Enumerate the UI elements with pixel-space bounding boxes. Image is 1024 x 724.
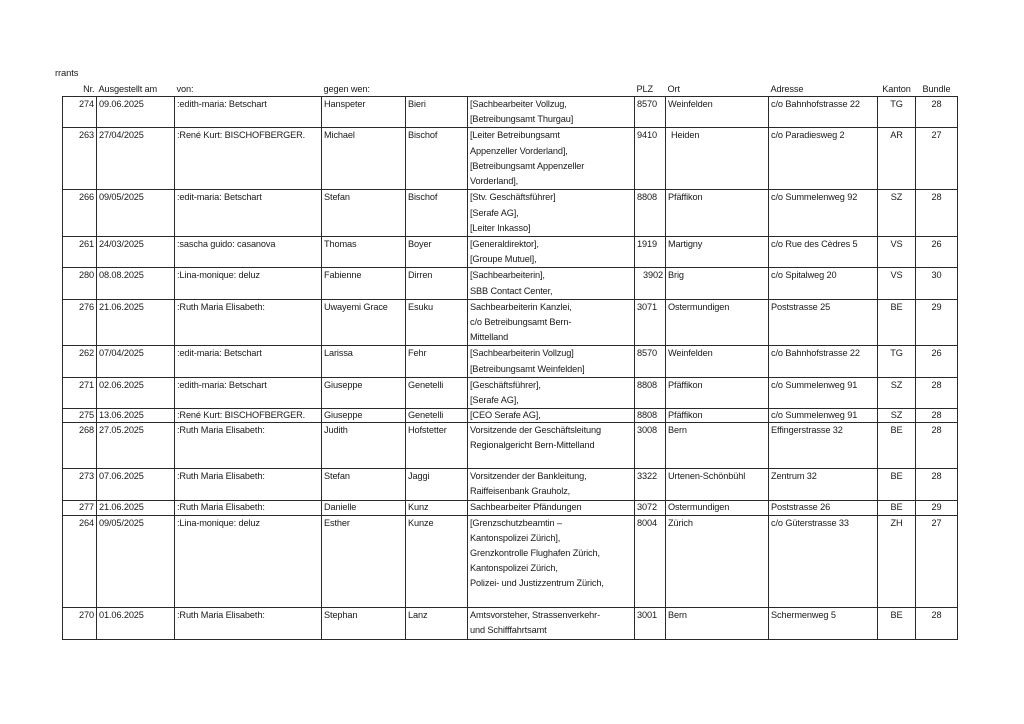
header-adresse: Adresse bbox=[770, 84, 804, 94]
cell-bundle: 28 bbox=[916, 423, 958, 469]
cell-bundle: 28 bbox=[916, 97, 958, 128]
table-row bbox=[63, 607, 958, 639]
cell-last-name: Genetelli bbox=[406, 377, 468, 408]
cell-address: c/o Bahnhofstrasse 22 bbox=[769, 97, 878, 128]
cell-function bbox=[468, 409, 635, 423]
cell-address: c/o Güterstrasse 33 bbox=[769, 515, 878, 607]
cell-function bbox=[468, 377, 635, 408]
cell-last-name: Boyer bbox=[406, 237, 468, 268]
cell-bundle: 27 bbox=[916, 128, 958, 190]
table-row bbox=[63, 377, 958, 408]
cell-plz: 8004 bbox=[635, 515, 666, 607]
cell-line: Mittelland bbox=[470, 332, 509, 343]
cell-first-name: Hanspeter bbox=[322, 97, 406, 128]
cell-von: :edit-maria: Betschart bbox=[175, 190, 322, 237]
cell-von: :René Kurt: BISCHOFBERGER. bbox=[175, 409, 322, 423]
header-date: Ausgestellt am bbox=[98, 84, 158, 94]
cell-kanton: AR bbox=[878, 128, 916, 190]
cell-bundle: 28 bbox=[916, 190, 958, 237]
cell-line: Amtsvorsteher, Strassenverkehr- bbox=[470, 609, 601, 620]
cell-kanton: BE bbox=[878, 607, 916, 639]
cell-von: :edith-maria: Betschart bbox=[175, 377, 322, 408]
cell-nr: 274 bbox=[63, 97, 97, 128]
cell-date: 08.08.2025 bbox=[97, 268, 175, 299]
cell-date: 07.06.2025 bbox=[97, 469, 175, 500]
header-gegen: gegen wen: bbox=[323, 84, 370, 94]
cell-von: :edith-maria: Betschart bbox=[175, 97, 322, 128]
cell-first-name: Michael bbox=[322, 128, 406, 190]
table-row bbox=[63, 346, 958, 377]
cell-line: Vorderland], bbox=[470, 176, 519, 187]
cell-address: Schermenweg 5 bbox=[769, 607, 878, 639]
warrants-sheet bbox=[62, 82, 957, 640]
cell-bundle: 28 bbox=[916, 469, 958, 500]
cell-function bbox=[468, 237, 635, 268]
cell-first-name: Judith bbox=[322, 423, 406, 469]
cell-function bbox=[468, 607, 635, 639]
header-von: von: bbox=[176, 84, 194, 94]
cell-line: Sachbearbeiter Pfändungen bbox=[470, 501, 582, 512]
cell-nr: 273 bbox=[63, 469, 97, 500]
table-row bbox=[63, 128, 958, 190]
cell-date: 09/05/2025 bbox=[97, 190, 175, 237]
cell-ort: Martigny bbox=[666, 237, 769, 268]
cell-ort: Bern bbox=[666, 607, 769, 639]
cell-plz: 8808 bbox=[635, 190, 666, 237]
cell-first-name: Stefan bbox=[322, 469, 406, 500]
cell-date: 21.06.2025 bbox=[97, 500, 175, 515]
table-body bbox=[63, 97, 958, 640]
cell-address: Poststrasse 26 bbox=[769, 500, 878, 515]
cell-line: Regionalgericht Bern-Mittelland bbox=[470, 440, 595, 451]
cell-last-name: Bieri bbox=[406, 97, 468, 128]
cell-last-name: Fehr bbox=[406, 346, 468, 377]
cell-line: [Groupe Mutuel], bbox=[470, 254, 537, 265]
cell-date: 02.06.2025 bbox=[97, 377, 175, 408]
warrants-table bbox=[62, 82, 958, 640]
cell-ort: Ostermundigen bbox=[666, 299, 769, 346]
cell-bundle: 26 bbox=[916, 237, 958, 268]
cell-function bbox=[468, 423, 635, 469]
cell-von: :Ruth Maria Elisabeth: bbox=[175, 469, 322, 500]
cell-date: 09.06.2025 bbox=[97, 97, 175, 128]
cell-line: [Sachbearbeiterin Vollzug] bbox=[470, 348, 574, 359]
cell-first-name: Stefan bbox=[322, 190, 406, 237]
cell-plz: 9410 bbox=[635, 128, 666, 190]
cell-function bbox=[468, 500, 635, 515]
cell-line: Kantonspolizei Zürich], bbox=[470, 532, 561, 543]
cell-nr: 266 bbox=[63, 190, 97, 237]
cell-plz: 3008 bbox=[635, 423, 666, 469]
cell-nr: 261 bbox=[63, 237, 97, 268]
cell-kanton: BE bbox=[878, 423, 916, 469]
cell-line: c/o Betreibungsamt Bern- bbox=[470, 317, 572, 328]
cell-address: c/o Summelenweg 92 bbox=[769, 190, 878, 237]
cell-line: Polizei- und Justizzentrum Zürich, bbox=[470, 578, 604, 589]
cell-von: :Ruth Maria Elisabeth: bbox=[175, 500, 322, 515]
table-row bbox=[63, 190, 958, 237]
cell-ort: Pfäffikon bbox=[666, 409, 769, 423]
cell-line: Kantonspolizei Zürich, bbox=[470, 563, 558, 574]
cell-function bbox=[468, 97, 635, 128]
cell-function bbox=[468, 128, 635, 190]
header-ort: Ort bbox=[667, 84, 680, 94]
cell-last-name: Kunz bbox=[406, 500, 468, 515]
cell-last-name: Kunze bbox=[406, 515, 468, 607]
cell-nr: 262 bbox=[63, 346, 97, 377]
cell-line: [Leiter Inkasso] bbox=[470, 222, 531, 233]
table-row bbox=[63, 299, 958, 346]
cell-line: Vorsitzender der Bankleitung, bbox=[470, 471, 587, 482]
cell-plz: 3001 bbox=[635, 607, 666, 639]
cell-kanton: SZ bbox=[878, 409, 916, 423]
cell-address: c/o Paradiesweg 2 bbox=[769, 128, 878, 190]
cell-date: 09/05/2025 bbox=[97, 515, 175, 607]
cell-first-name: Danielle bbox=[322, 500, 406, 515]
cell-function bbox=[468, 299, 635, 346]
cell-plz: 8570 bbox=[635, 346, 666, 377]
cell-von: :Lina-monique: deluz bbox=[175, 268, 322, 299]
cell-function bbox=[468, 515, 635, 607]
cell-address: c/o Spitalweg 20 bbox=[769, 268, 878, 299]
cell-first-name: Giuseppe bbox=[322, 377, 406, 408]
table-row bbox=[63, 500, 958, 515]
cell-kanton: BE bbox=[878, 500, 916, 515]
cell-line: [Stv. Geschäftsführer] bbox=[470, 192, 556, 203]
cell-bundle: 28 bbox=[916, 607, 958, 639]
header-kanton: Kanton bbox=[882, 84, 911, 94]
cell-bundle: 28 bbox=[916, 377, 958, 408]
cell-line: Grenzkontrolle Flughafen Zürich, bbox=[470, 548, 600, 559]
cell-first-name: Stephan bbox=[322, 607, 406, 639]
cell-line: [Serafe AG], bbox=[470, 395, 519, 406]
cell-ort: Bern bbox=[666, 423, 769, 469]
cell-last-name: Jaggi bbox=[406, 469, 468, 500]
cell-ort: Weinfelden bbox=[666, 346, 769, 377]
cell-line: [Sachbearbeiterin], bbox=[470, 270, 545, 281]
cell-line: [Sachbearbeiter Vollzug, bbox=[470, 99, 567, 109]
cell-bundle: 28 bbox=[916, 409, 958, 423]
cell-address: c/o Summelenweg 91 bbox=[769, 409, 878, 423]
cell-von: :Ruth Maria Elisabeth: bbox=[175, 299, 322, 346]
cell-line: [Betreibungsamt Thurgau] bbox=[470, 114, 574, 125]
cell-line: Sachbearbeiterin Kanzlei, bbox=[470, 301, 572, 312]
cell-date: 01.06.2025 bbox=[97, 607, 175, 639]
cell-nr: 270 bbox=[63, 607, 97, 639]
cell-line: Raiffeisenbank Grauholz, bbox=[470, 486, 571, 497]
cell-address: c/o Bahnhofstrasse 22 bbox=[769, 346, 878, 377]
table-row bbox=[63, 268, 958, 299]
cell-line: [Generaldirektor], bbox=[470, 239, 539, 250]
cell-plz: 1919 bbox=[635, 237, 666, 268]
cell-line: SBB Contact Center, bbox=[470, 285, 553, 296]
cell-last-name: Hofstetter bbox=[406, 423, 468, 469]
cell-bundle: 30 bbox=[916, 268, 958, 299]
cell-kanton: SZ bbox=[878, 377, 916, 408]
cell-date: 07/04/2025 bbox=[97, 346, 175, 377]
cell-line: [Grenzschutzbeamtin – bbox=[470, 517, 562, 528]
cell-line: Appenzeller Vorderland], bbox=[470, 145, 568, 156]
cell-address: Poststrasse 25 bbox=[769, 299, 878, 346]
cell-kanton: VS bbox=[878, 237, 916, 268]
cell-bundle: 29 bbox=[916, 500, 958, 515]
document-title: rrants bbox=[55, 67, 79, 78]
header-empty-1 bbox=[406, 82, 468, 97]
cell-plz: 3072 bbox=[635, 500, 666, 515]
cell-bundle: 27 bbox=[916, 515, 958, 607]
cell-first-name: Uwayemi Grace bbox=[322, 299, 406, 346]
cell-line: [Betreibungsamt Weinfelden] bbox=[470, 363, 585, 374]
cell-address: Effingerstrasse 32 bbox=[769, 423, 878, 469]
header-row bbox=[63, 82, 958, 97]
cell-kanton: TG bbox=[878, 346, 916, 377]
cell-date: 13.06.2025 bbox=[97, 409, 175, 423]
cell-first-name: Thomas bbox=[322, 237, 406, 268]
cell-last-name: Dirren bbox=[406, 268, 468, 299]
cell-plz: 3322 bbox=[635, 469, 666, 500]
table-row bbox=[63, 237, 958, 268]
cell-line: [CEO Serafe AG], bbox=[470, 410, 541, 421]
cell-function bbox=[468, 469, 635, 500]
cell-last-name: Bischof bbox=[406, 128, 468, 190]
cell-line: [Serafe AG], bbox=[470, 207, 519, 218]
cell-nr: 276 bbox=[63, 299, 97, 346]
cell-kanton: ZH bbox=[878, 515, 916, 607]
table-row bbox=[63, 423, 958, 469]
cell-line: Vorsitzende der Geschäftsleitung bbox=[470, 425, 601, 436]
cell-nr: 280 bbox=[63, 268, 97, 299]
cell-last-name: Lanz bbox=[406, 607, 468, 639]
cell-ort: Heiden bbox=[666, 128, 769, 190]
cell-line: [Betreibungsamt Appenzeller bbox=[470, 160, 585, 171]
cell-date: 24/03/2025 bbox=[97, 237, 175, 268]
cell-last-name: Esuku bbox=[406, 299, 468, 346]
cell-kanton: SZ bbox=[878, 190, 916, 237]
cell-von: :Ruth Maria Elisabeth: bbox=[175, 423, 322, 469]
cell-line: und Schifffahrtsamt bbox=[470, 624, 547, 635]
cell-bundle: 26 bbox=[916, 346, 958, 377]
cell-plz: 3902 bbox=[635, 268, 666, 299]
cell-nr: 277 bbox=[63, 500, 97, 515]
cell-ort: Ostermundigen bbox=[666, 500, 769, 515]
cell-function bbox=[468, 190, 635, 237]
cell-first-name: Esther bbox=[322, 515, 406, 607]
cell-ort: Weinfelden bbox=[666, 97, 769, 128]
cell-last-name: Genetelli bbox=[406, 409, 468, 423]
header-plz: PLZ bbox=[636, 84, 653, 94]
cell-kanton: BE bbox=[878, 299, 916, 346]
cell-ort: Pfäffikon bbox=[666, 190, 769, 237]
table-row bbox=[63, 409, 958, 423]
table-row bbox=[63, 469, 958, 500]
cell-ort: Pfäffikon bbox=[666, 377, 769, 408]
cell-ort: Zürich bbox=[666, 515, 769, 607]
cell-nr: 263 bbox=[63, 128, 97, 190]
cell-line: [Geschäftsführer], bbox=[470, 379, 541, 390]
cell-plz: 8808 bbox=[635, 377, 666, 408]
cell-nr: 271 bbox=[63, 377, 97, 408]
cell-address: c/o Rue des Cèdres 5 bbox=[769, 237, 878, 268]
cell-ort: Urtenen-Schönbühl bbox=[666, 469, 769, 500]
cell-first-name: Fabienne bbox=[322, 268, 406, 299]
cell-first-name: Larissa bbox=[322, 346, 406, 377]
header-nr: Nr. bbox=[83, 84, 95, 94]
table-row bbox=[63, 97, 958, 128]
cell-plz: 3071 bbox=[635, 299, 666, 346]
cell-von: :Lina-monique: deluz bbox=[175, 515, 322, 607]
cell-date: 27/04/2025 bbox=[97, 128, 175, 190]
cell-nr: 264 bbox=[63, 515, 97, 607]
cell-plz: 8570 bbox=[635, 97, 666, 128]
cell-nr: 268 bbox=[63, 423, 97, 469]
cell-bundle: 29 bbox=[916, 299, 958, 346]
cell-date: 21.06.2025 bbox=[97, 299, 175, 346]
cell-nr: 275 bbox=[63, 409, 97, 423]
cell-line: [Leiter Betreibungsamt bbox=[470, 130, 560, 141]
cell-address: c/o Summelenweg 91 bbox=[769, 377, 878, 408]
cell-von: :Ruth Maria Elisabeth: bbox=[175, 607, 322, 639]
header-bundle: Bundle bbox=[922, 84, 951, 94]
table-row bbox=[63, 515, 958, 607]
header-empty-2 bbox=[468, 82, 635, 97]
cell-date: 27.05.2025 bbox=[97, 423, 175, 469]
cell-von: :edit-maria: Betschart bbox=[175, 346, 322, 377]
cell-plz: 8808 bbox=[635, 409, 666, 423]
cell-function bbox=[468, 268, 635, 299]
cell-address: Zentrum 32 bbox=[769, 469, 878, 500]
cell-ort: Brig bbox=[666, 268, 769, 299]
cell-first-name: Giuseppe bbox=[322, 409, 406, 423]
cell-last-name: Bischof bbox=[406, 190, 468, 237]
cell-kanton: BE bbox=[878, 469, 916, 500]
cell-kanton: TG bbox=[878, 97, 916, 128]
cell-von: :sascha guido: casanova bbox=[175, 237, 322, 268]
cell-kanton: VS bbox=[878, 268, 916, 299]
cell-von: :René Kurt: BISCHOFBERGER. bbox=[175, 128, 322, 190]
cell-function bbox=[468, 346, 635, 377]
